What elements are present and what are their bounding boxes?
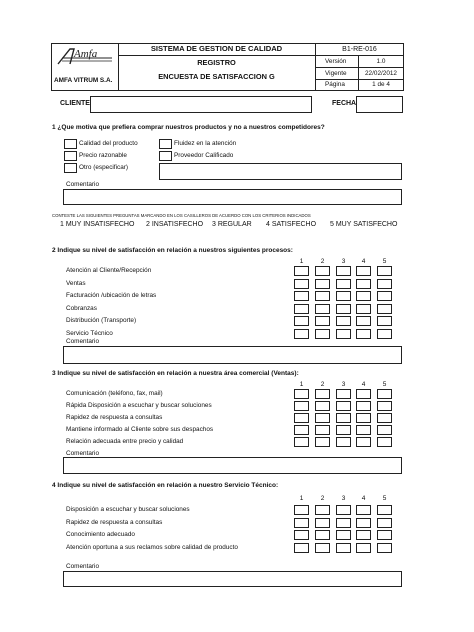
rating-box-4[interactable] xyxy=(356,413,371,423)
document-code: B1-RE-016 xyxy=(342,46,377,53)
company-name: AMFA VITRUM S.A. xyxy=(54,77,113,84)
rating-box-4[interactable] xyxy=(356,291,371,301)
rating-item-label: Rapidez de respuesta a consultas xyxy=(66,518,163,526)
q2-question: 2 Indique su nivel de satisfacción en relación a nuestros siguientes procesos: xyxy=(52,247,293,254)
rating-box-2[interactable] xyxy=(315,413,330,423)
q4-rating-number: 1 xyxy=(299,495,304,502)
option-otro: Otro (especificar) xyxy=(79,164,129,171)
cliente-label: CLIENTE xyxy=(60,100,90,107)
document-title: ENCUESTA DE SATISFACCION G xyxy=(158,72,275,81)
registro-title: REGISTRO xyxy=(197,58,236,67)
rating-box-3[interactable] xyxy=(336,530,351,540)
rating-box-3[interactable] xyxy=(336,304,351,314)
checkbox-otro[interactable] xyxy=(64,163,77,173)
rating-box-5[interactable] xyxy=(377,543,392,553)
q3-rating-number: 1 xyxy=(299,381,304,388)
svg-text:Amfa: Amfa xyxy=(74,48,98,60)
rating-box-2[interactable] xyxy=(315,389,330,399)
rating-box-1[interactable] xyxy=(294,437,309,447)
q3-comment-field[interactable] xyxy=(63,457,402,474)
scale-5: 5 MUY SATISFECHO xyxy=(330,221,398,228)
rating-box-2[interactable] xyxy=(315,530,330,540)
rating-box-3[interactable] xyxy=(336,279,351,289)
rating-box-3[interactable] xyxy=(336,401,351,411)
q4-rating-number: 2 xyxy=(320,495,325,502)
scale-4: 4 SATISFECHO xyxy=(266,221,317,228)
rating-item-label: Rápida Disposición a escuchar y buscar soluciones xyxy=(66,402,212,409)
rating-item-label: Comunicación (teléfono, fax, mail) xyxy=(66,390,163,397)
rating-box-1[interactable] xyxy=(294,266,309,276)
rating-box-1[interactable] xyxy=(294,304,309,314)
rating-box-4[interactable] xyxy=(356,266,371,276)
company-logo xyxy=(56,46,114,68)
rating-box-2[interactable] xyxy=(315,437,330,447)
rating-box-3[interactable] xyxy=(336,266,351,276)
q3-rating-number: 3 xyxy=(341,381,346,388)
rating-box-2[interactable] xyxy=(315,316,330,326)
rating-box-2[interactable] xyxy=(315,291,330,301)
checkbox-fluidez-atencion[interactable] xyxy=(159,139,172,149)
pagina-label: Página xyxy=(325,81,345,88)
rating-box-1[interactable] xyxy=(294,505,309,515)
rating-box-4[interactable] xyxy=(356,401,371,411)
cliente-field[interactable] xyxy=(90,96,312,113)
vigente-value: 22/02/2012 xyxy=(365,70,397,77)
q3-rating-number: 2 xyxy=(320,381,325,388)
rating-box-2[interactable] xyxy=(315,518,330,528)
rating-box-4[interactable] xyxy=(356,543,371,553)
q1-question: 1 ¿Que motiva que prefiera comprar nuestros productos y no a nuestros competidores? xyxy=(52,124,325,131)
system-title: SISTEMA DE GESTION DE CALIDAD xyxy=(150,44,283,53)
rating-box-5[interactable] xyxy=(377,530,392,540)
option-fluidez-atencion: Fluidez en la atención xyxy=(174,140,237,147)
rating-box-3[interactable] xyxy=(336,329,351,339)
rating-box-4[interactable] xyxy=(356,530,371,540)
scale-1: 1 MUY INSATISFECHO xyxy=(60,221,135,228)
vigente-label: Vigente xyxy=(325,70,347,77)
pagina-value: 1 de 4 xyxy=(372,81,390,88)
scale-2: 2 INSATISFECHO xyxy=(146,221,204,228)
otro-specify-field[interactable] xyxy=(159,163,402,180)
rating-box-5[interactable] xyxy=(377,413,392,423)
rating-item-label: Cobranzas xyxy=(66,304,97,312)
fecha-label: FECHA xyxy=(332,100,357,107)
q2-rating-number: 3 xyxy=(341,258,346,265)
rating-box-3[interactable] xyxy=(336,505,351,515)
rating-box-4[interactable] xyxy=(356,518,371,528)
rating-box-4[interactable] xyxy=(356,389,371,399)
checkbox-proveedor-calificado[interactable] xyxy=(159,151,172,161)
q3-comment-label: Comentario xyxy=(66,450,100,457)
rating-box-3[interactable] xyxy=(336,437,351,447)
rating-box-4[interactable] xyxy=(356,505,371,515)
fecha-field[interactable] xyxy=(356,96,403,113)
rating-box-2[interactable] xyxy=(315,543,330,553)
rating-item-label: Ventas xyxy=(66,279,86,287)
rating-box-4[interactable] xyxy=(356,316,371,326)
rating-box-1[interactable] xyxy=(294,518,309,528)
rating-box-5[interactable] xyxy=(377,505,392,515)
checkbox-calidad-producto[interactable] xyxy=(64,139,77,149)
rating-box-3[interactable] xyxy=(336,316,351,326)
rating-box-5[interactable] xyxy=(377,304,392,314)
rating-item-label: Distribución (Transporte) xyxy=(66,317,137,324)
instructions-text: CONTESTE LAS SIGUIENTES PREGUNTAS MARCANDO EN LOS CASILLEROS DE ACUERDO CON LOS CRITERIOS INDICADOS xyxy=(52,213,311,218)
q3-question: 3 Indique su nivel de satisfacción en relación a nuestra área comercial (Ventas): xyxy=(52,370,299,377)
q3-rating-number: 4 xyxy=(361,381,366,388)
rating-box-1[interactable] xyxy=(294,329,309,339)
rating-box-1[interactable] xyxy=(294,401,309,411)
rating-item-label: Disposición a escuchar y buscar soluciones xyxy=(66,506,190,513)
rating-box-2[interactable] xyxy=(315,266,330,276)
rating-box-1[interactable] xyxy=(294,543,309,553)
rating-box-5[interactable] xyxy=(377,437,392,447)
rating-box-1[interactable] xyxy=(294,413,309,423)
version-label: Versión xyxy=(325,58,347,65)
version-value: 1.0 xyxy=(376,58,386,65)
rating-item-label: Atención al Cliente/Recepción xyxy=(66,267,152,274)
rating-box-5[interactable] xyxy=(377,266,392,276)
rating-box-2[interactable] xyxy=(315,279,330,289)
scale-3: 3 REGULAR xyxy=(212,221,252,228)
rating-item-label: Atención oportuna a sus reclamos sobre calidad de producto xyxy=(66,543,238,551)
rating-box-4[interactable] xyxy=(356,425,371,435)
rating-box-3[interactable] xyxy=(336,413,351,423)
rating-box-5[interactable] xyxy=(377,389,392,399)
rating-box-4[interactable] xyxy=(356,437,371,447)
rating-box-2[interactable] xyxy=(315,401,330,411)
rating-box-3[interactable] xyxy=(336,425,351,435)
q2-comment-label: Comentario xyxy=(66,338,100,345)
rating-box-5[interactable] xyxy=(377,425,392,435)
rating-box-2[interactable] xyxy=(315,304,330,314)
rating-box-5[interactable] xyxy=(377,279,392,289)
q1-comment-field[interactable] xyxy=(63,189,402,205)
rating-box-5[interactable] xyxy=(377,329,392,339)
rating-box-1[interactable] xyxy=(294,389,309,399)
option-proveedor-calificado: Proveedor Calificado xyxy=(174,152,234,159)
rating-box-4[interactable] xyxy=(356,329,371,339)
rating-item-label: Conocimiento adecuado xyxy=(66,531,135,538)
rating-box-2[interactable] xyxy=(315,505,330,515)
q4-rating-number: 5 xyxy=(382,495,387,502)
checkbox-precio-razonable[interactable] xyxy=(64,151,77,161)
rating-box-4[interactable] xyxy=(356,279,371,289)
q2-rating-number: 4 xyxy=(361,258,366,265)
rating-box-5[interactable] xyxy=(377,518,392,528)
q4-question: 4 Indique su nivel de satisfacción en relación a nuestro Servicio Técnico: xyxy=(52,482,279,489)
option-calidad-producto: Calidad del producto xyxy=(79,140,138,147)
rating-box-3[interactable] xyxy=(336,543,351,553)
rating-box-2[interactable] xyxy=(315,329,330,339)
rating-box-1[interactable] xyxy=(294,316,309,326)
rating-box-5[interactable] xyxy=(377,401,392,411)
q4-comment-label: Comentario xyxy=(66,563,100,570)
rating-box-1[interactable] xyxy=(294,291,309,301)
rating-box-1[interactable] xyxy=(294,425,309,435)
rating-box-1[interactable] xyxy=(294,530,309,540)
q4-comment-field[interactable] xyxy=(63,571,402,587)
rating-box-3[interactable] xyxy=(336,291,351,301)
q2-comment-field[interactable] xyxy=(63,346,402,364)
rating-item-label: Mantiene informado al Cliente sobre sus despachos xyxy=(66,426,214,433)
option-precio-razonable: Precio razonable xyxy=(79,152,127,159)
rating-box-3[interactable] xyxy=(336,518,351,528)
q4-rating-number: 3 xyxy=(341,495,346,502)
q1-comment-label: Comentario xyxy=(66,181,100,188)
rating-item-label: Relación adecuada entre precio y calidad xyxy=(66,438,184,445)
q2-rating-number: 1 xyxy=(299,258,304,265)
rating-box-4[interactable] xyxy=(356,304,371,314)
rating-item-label: Facturación /ubicación de letras xyxy=(66,292,157,299)
rating-item-label: Rapidez de respuesta a consultas xyxy=(66,414,163,421)
rating-box-5[interactable] xyxy=(377,316,392,326)
rating-box-2[interactable] xyxy=(315,425,330,435)
q3-rating-number: 5 xyxy=(382,381,387,388)
q4-rating-number: 4 xyxy=(361,495,366,502)
q2-rating-number: 2 xyxy=(320,258,325,265)
rating-box-3[interactable] xyxy=(336,389,351,399)
rating-box-5[interactable] xyxy=(377,291,392,301)
q2-rating-number: 5 xyxy=(382,258,387,265)
rating-item-label: Servicio Técnico xyxy=(66,329,113,337)
rating-box-1[interactable] xyxy=(294,279,309,289)
